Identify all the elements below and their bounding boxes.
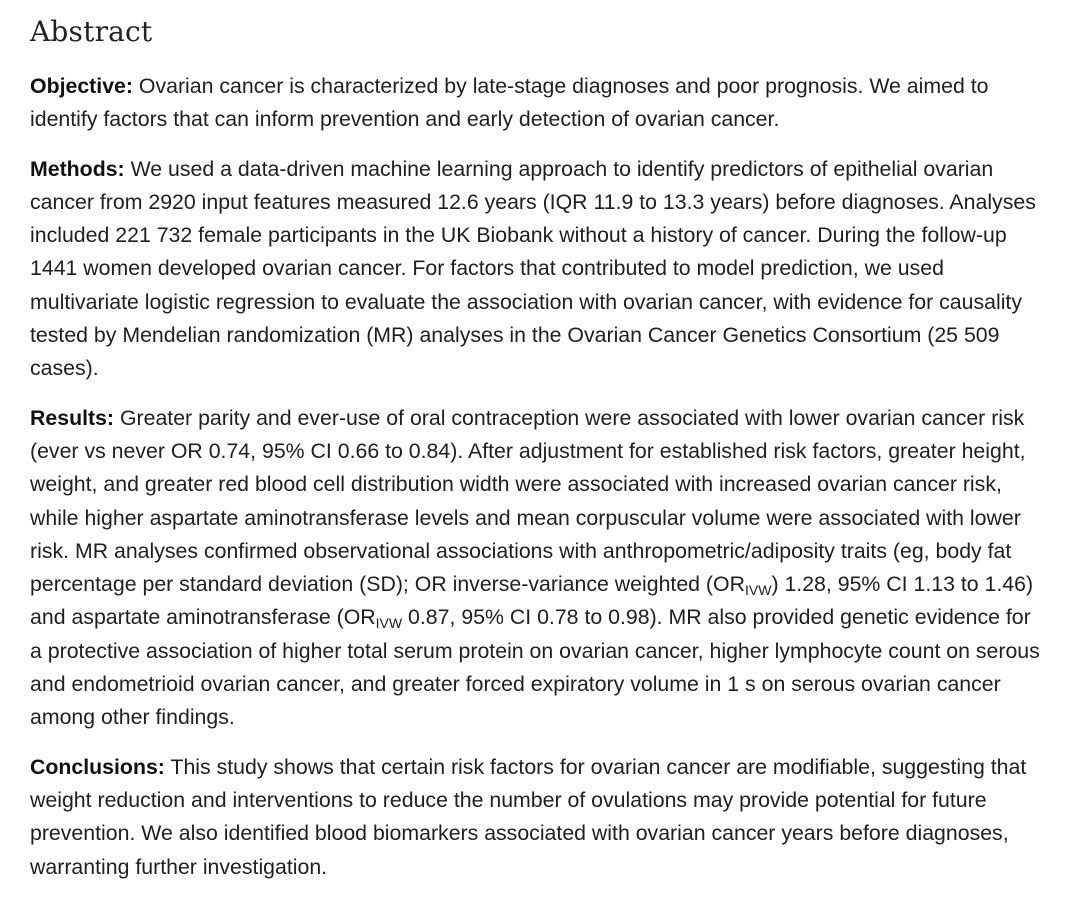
results-label: Results:: [30, 405, 115, 430]
conclusions-label: Conclusions:: [30, 754, 165, 779]
results-paragraph: [30, 402, 1042, 735]
objective-text: Ovarian cancer is characterized by late-stage diagnoses and poor prognosis. We aimed to identify factors that can inform prevention and early detection of ovarian cancer.: [30, 74, 989, 132]
results-text-part3: 0.87, 95% CI 0.78 to 0.98). MR also provided genetic evidence for a protective association of higher total serum protein on ovarian cancer, higher lymphocyte count on serous and endometrioid ovarian cancer, and greater forced expiratory volume in 1 s on serous ovarian cancer among other findings.: [30, 605, 1040, 730]
abstract-section: [30, 12, 1042, 900]
methods-label: Methods:: [30, 156, 125, 181]
results-text-part1: Greater parity and ever-use of oral contraception were associated with lower ovarian cancer risk (ever vs never OR 0.74, 95% CI 0.66 to 0.84). After adjustment for established risk factors, greater height, weight, and greater red blood cell distribution width were associated with increased ovarian cancer risk, while higher aspartate aminotransferase levels and mean corpuscular volume were associated with lower risk. MR analyses confirmed observational associations with anthropometric/adiposity traits (eg, body fat percentage per standard deviation (SD); OR inverse-variance weighted (OR: [30, 405, 1026, 597]
objective-paragraph: [30, 70, 1042, 137]
conclusions-text: This study shows that certain risk factors for ovarian cancer are modifiable, suggesting that weight reduction and interventions to reduce the number of ovulations may provide potential for future prevention. We also identified blood biomarkers associated with ovarian cancer years before diagnoses, warranting further investigation.: [30, 754, 1027, 879]
methods-text: We used a data-driven machine learning approach to identify predictors of epithelial ovarian cancer from 2920 input features measured 12.6 years (IQR 11.9 to 13.3 years) before diagnoses. Analyses included 221 732 female participants in the UK Biobank without a history of cancer. During the follow-up 1441 women developed ovarian cancer. For factors that contributed to model prediction, we used multivariate logistic regression to evaluate the association with ovarian cancer, with evidence for causality tested by Mendelian randomization (MR) analyses in the Ovarian Cancer Genetics Consortium (25 509 cases).: [30, 156, 1036, 381]
results-subscript-ivw-1: IVW: [744, 582, 772, 599]
methods-paragraph: [30, 153, 1042, 386]
objective-label: Objective:: [30, 74, 133, 98]
results-subscript-ivw-2: IVW: [375, 615, 403, 632]
conclusions-paragraph: [30, 751, 1042, 884]
results-text-part2: ) 1.28, 95% CI 1.13 to 1.46) and aspartate aminotransferase (OR: [30, 572, 1034, 630]
abstract-heading: Abstract: [30, 15, 153, 48]
